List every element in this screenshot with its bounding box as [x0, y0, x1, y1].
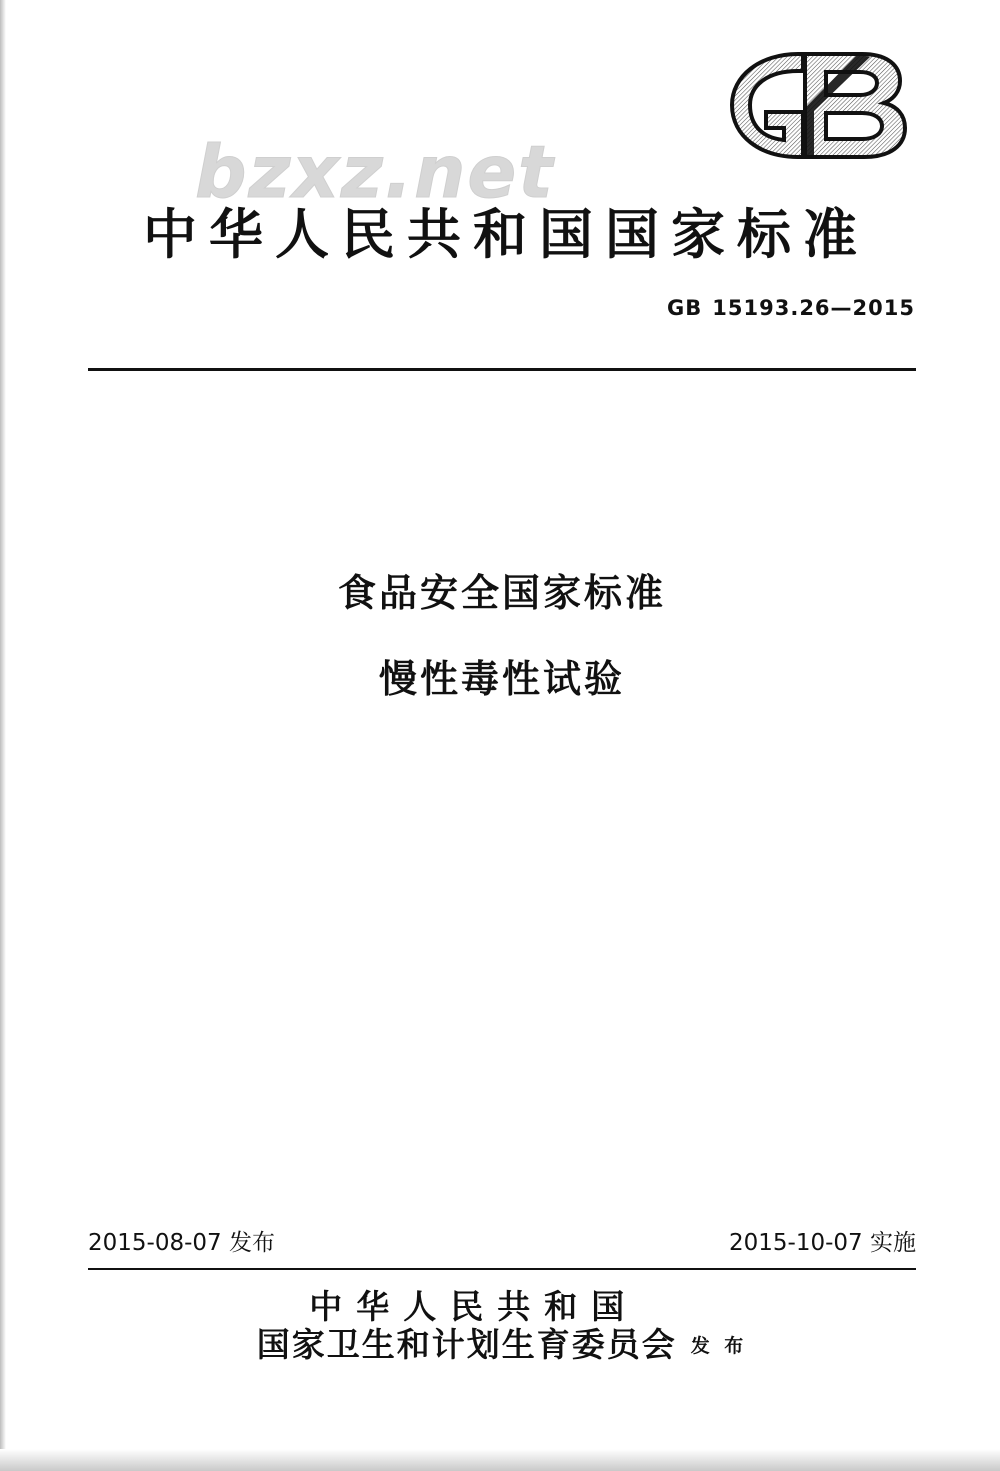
issuer-block [88, 1288, 916, 1364]
header-divider [88, 368, 916, 371]
page-edge-shadow-left [0, 0, 6, 1471]
standard-number-code: 15193.26—2015 [712, 296, 915, 320]
document-title-primary: 食品安全国家标准 [337, 571, 666, 615]
issuer-publish-label: 发 布 [690, 1334, 748, 1357]
date-row [88, 1224, 916, 1257]
page-edge-shadow-bottom [0, 1449, 1000, 1471]
publish-date: 2015-08-07 发布 [88, 1230, 275, 1256]
standard-number [667, 296, 915, 320]
gb-logo-icon [702, 48, 922, 163]
issuer-line-1: 中华人民共和国 [309, 1287, 639, 1326]
watermark: bzxz.net [195, 130, 555, 214]
footer-divider [88, 1268, 916, 1270]
implement-date: 2015-10-07 实施 [729, 1230, 916, 1256]
document-title-secondary: 慢性毒性试验 [378, 657, 625, 701]
issuer-name [257, 1288, 677, 1364]
issuer-line-2: 国家卫生和计划生育委员会 [256, 1324, 677, 1364]
standard-number-prefix: GB [667, 296, 703, 320]
national-standard-title: 中华人民共和国国家标准 [143, 203, 869, 266]
